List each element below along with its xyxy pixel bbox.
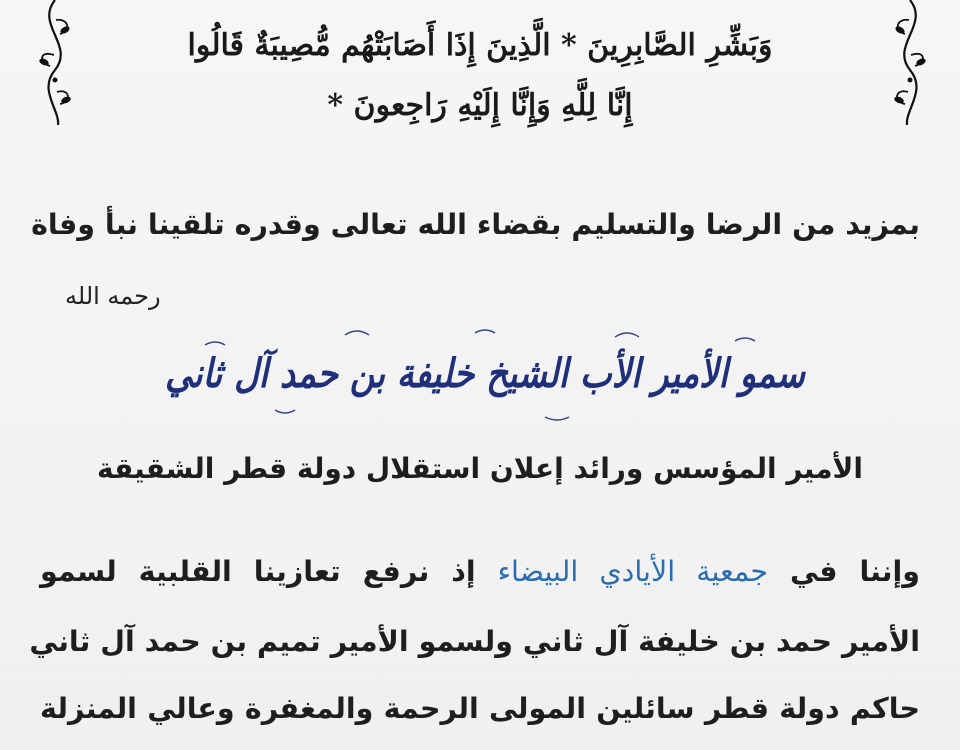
- deceased-title: الأمير المؤسس ورائد إعلان استقلال دولة قطر الشقيقة: [97, 452, 863, 485]
- condolence-line-1-end: إذ نرفع تعازينا القلبية لسمو: [40, 555, 476, 588]
- condolence-line-3: حاكم دولة قطر سائلين المولى الرحمة والمغفرة وعالي المنزلة: [40, 692, 920, 725]
- association-name-link[interactable]: جمعية الأيادي البيضاء: [497, 555, 768, 588]
- floral-vine-icon: [885, 0, 935, 125]
- quran-verse-line-1: وَبَشِّرِ الصَّابِرِينَ * الَّذِينَ إِذَا أَصَابَتْهُم مُّصِيبَةٌ قَالُوا: [187, 28, 773, 63]
- quran-verse-line-2: إِنَّا لِلَّهِ وَإِنَّا إِلَيْهِ رَاجِعونَ *: [327, 88, 633, 123]
- condolence-line-2: الأمير حمد بن خليفة آل ثاني ولسمو الأمير تميم بن حمد آل ثاني: [29, 625, 920, 658]
- condolence-line-1-start: وإننا في: [789, 555, 920, 588]
- rahimahu-allah-text: رحمه الله: [65, 282, 161, 310]
- deceased-name-text: سمو الأمير الأب الشيخ خليفة بن حمد آل ثاني: [165, 350, 922, 397]
- condolence-line-1: [40, 555, 920, 588]
- deceased-name-calligraphy: [145, 305, 922, 435]
- notice-intro: بمزيد من الرضا والتسليم بقضاء الله تعالى وقدره تلقينا نبأ وفاة: [31, 208, 920, 241]
- floral-vine-icon: [30, 0, 80, 125]
